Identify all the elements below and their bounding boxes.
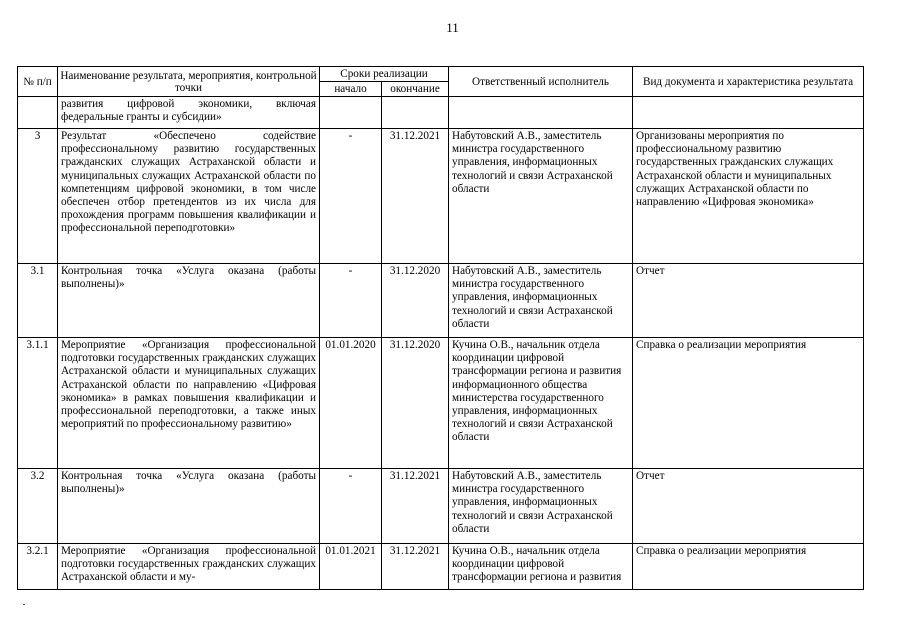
row-end: 31.12.2020 [382,338,449,469]
row-doc: Организованы мероприятия по профессиональному развитию государственных гражданских служащих Астраханской области и муниципальных служащих Астраханской области по направлению «Цифровая экономика» [633,129,864,264]
row-start: - [320,264,382,338]
row-num: 3 [18,129,58,264]
header-executor: Ответственный исполнитель [449,67,633,97]
row-name: развития цифровой экономики, включая федеральные гранты и субсидии» [58,97,320,129]
row-executor: Набутовский А.В., заместитель министра государственного управления, информационных технологий и связи Астраханской области [449,129,633,264]
row-executor: Набутовский А.В., заместитель министра государственного управления, информационных технологий и связи Астраханской области [449,264,633,338]
row-num: 3.2 [18,469,58,544]
header-start: начало [320,82,382,97]
row-doc: Справка о реализации мероприятия [633,338,864,469]
header-terms: Сроки реализации [320,67,449,82]
table-row [18,338,864,469]
table-row [18,544,864,590]
row-name: Мероприятие «Организация профессиональной подготовки государственных гражданских служащих Астраханской области и муниципальных служащих Астраханской области по направлению «Цифровая экономика» в рамках повышения квалификации и профессиональной переподготовки, а также иных мероприятий по профессиональному развитию» [58,338,320,469]
table-header-row [18,67,864,82]
table-row [18,469,864,544]
row-doc: Отчет [633,469,864,544]
table-row [18,129,864,264]
row-name: Контрольная точка «Услуга оказана (работы выполнены)» [58,469,320,544]
row-num: 3.1.1 [18,338,58,469]
row-end: 31.12.2021 [382,544,449,590]
implementation-plan-table [17,66,864,590]
table-row [18,97,864,129]
row-end [382,97,449,129]
row-executor [449,97,633,129]
row-end: 31.12.2021 [382,469,449,544]
header-end: окончание [382,82,449,97]
row-num: 3.2.1 [18,544,58,590]
header-doc-type: Вид документа и характеристика результата [633,67,864,97]
row-end: 31.12.2021 [382,129,449,264]
scan-dot [23,604,25,605]
row-name: Результат «Обеспечено содействие профессиональному развитию государственных гражданских служащих Астраханской области и муниципальных служащих Астраханской области по компетенциям цифровой экономики, в том числе обеспечен отбор претендентов из их числа для прохождения программ повышения квалификации и профессиональной переподготовки» [58,129,320,264]
row-name: Мероприятие «Организация профессиональной подготовки государственных гражданских служащих Астраханской области и му- [58,544,320,590]
row-executor: Кучина О.В., начальник отдела координации цифровой трансформации региона и развития [449,544,633,590]
row-executor: Набутовский А.В., заместитель министра государственного управления, информационных технологий и связи Астраханской области [449,469,633,544]
row-start [320,97,382,129]
header-name: Наименование результата, мероприятия, контрольной точки [58,67,320,97]
row-start: 01.01.2020 [320,338,382,469]
row-doc [633,97,864,129]
row-executor: Кучина О.В., начальник отдела координации цифровой трансформации региона и развития информационного общества министерства государственного управления, информационных технологий и связи Астраханской области [449,338,633,469]
row-name: Контрольная точка «Услуга оказана (работы выполнены)» [58,264,320,338]
row-start: - [320,129,382,264]
table-row [18,264,864,338]
row-num [18,97,58,129]
row-start: - [320,469,382,544]
header-num: № п/п [18,67,58,97]
row-doc: Отчет [633,264,864,338]
row-start: 01.01.2021 [320,544,382,590]
row-num: 3.1 [18,264,58,338]
row-doc: Справка о реализации мероприятия [633,544,864,590]
row-end: 31.12.2020 [382,264,449,338]
page-number: 11 [446,20,459,35]
